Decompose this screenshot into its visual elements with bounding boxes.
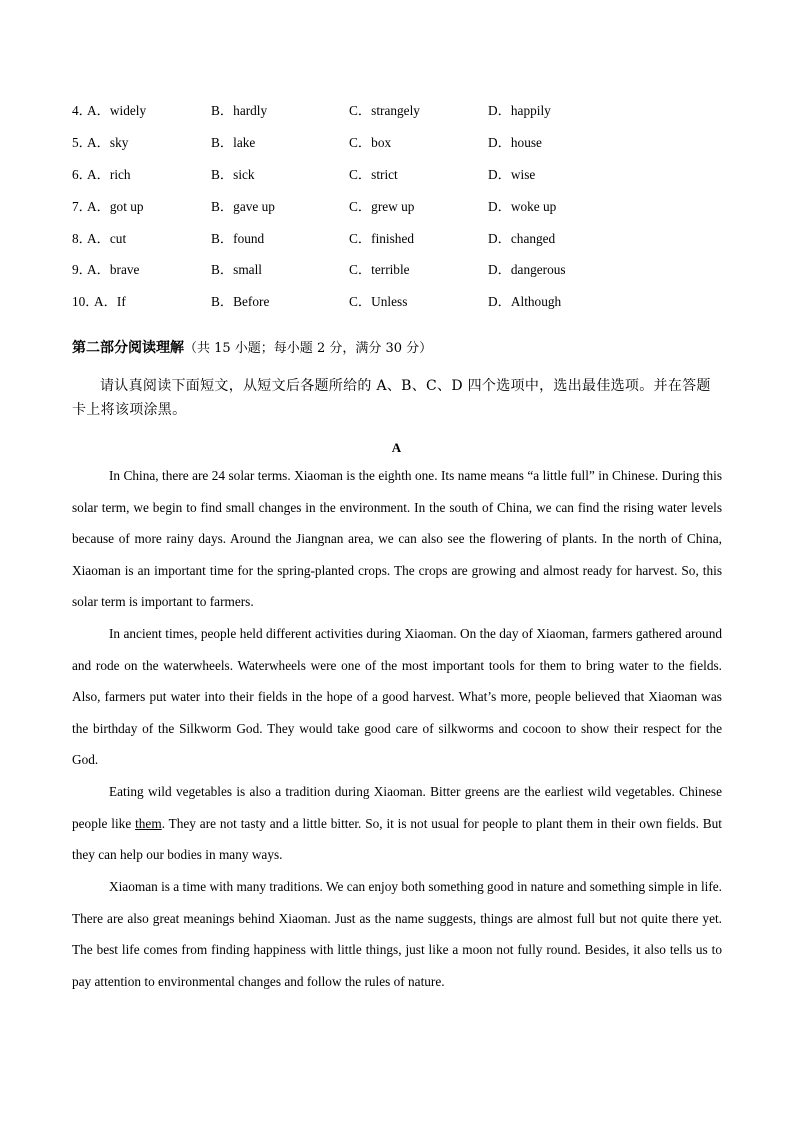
passage-paragraph-1: In China, there are 24 solar terms. Xiaoman is the eighth one. Its name means “a little full” in Chinese. During this solar term, we begin to find small changes in the environment. In the south of China, we can find the rising water levels because of more rainy days. Around the Jiangnan area, we can also see the flowering of plants. In the north of China, Xiaoman is an important time for the spring-planted crops. The crops are growing and almost ready for harvest. So, this solar term is important to farmers. (72, 468, 722, 610)
option-d: D．dangerous (488, 262, 566, 277)
option-c: C．strangely (349, 103, 420, 118)
option-d: D．wise (488, 167, 536, 182)
paragraph-text: Eating wild vegetables is also a tradition during Xiaoman. Bitter greens are the earliest wild vegetables. Chinese people like (72, 784, 722, 831)
section-title: 第二部分阅读理解 (72, 340, 184, 356)
question-number: 6． (72, 167, 92, 182)
option-b: B．Before (211, 294, 270, 309)
option-a: A．got up (87, 199, 144, 214)
option-d: D．house (488, 135, 542, 150)
option-d: D．changed (488, 231, 556, 246)
section-heading (72, 338, 432, 359)
section-note: （共 15 小题；每小题 2 分，满分 30 分） (184, 341, 433, 356)
option-d: D．woke up (488, 199, 557, 214)
question-number: 4． (72, 103, 92, 118)
option-a: A．cut (87, 231, 127, 246)
passage-letter: A (391, 440, 402, 455)
option-b: B．lake (211, 135, 256, 150)
paragraph-text: . They are not tasty and a little bitter. So, it is not usual for people to plant them in their own fields. But they can help our bodies in many ways. (72, 815, 722, 863)
option-c: C．grew up (349, 199, 415, 214)
question-number: 9． (72, 262, 92, 277)
option-c: C．Unless (349, 294, 408, 309)
option-d: D．Although (488, 294, 562, 309)
option-b: B．gave up (211, 199, 275, 214)
option-c: C．box (349, 135, 392, 150)
passage-paragraph-4: Xiaoman is a time with many traditions. We can enjoy both something good in nature and something simple in life. There are also great meanings behind Xiaoman. Just as the name suggests, things are almost full but not quite there yet. The best life comes from finding happiness with little things, just like a moon not fully round. Besides, it also tells us to pay attention to environmental changes and follow the rules of nature. (72, 879, 722, 989)
option-a: A．widely (87, 103, 147, 118)
option-a: A．brave (87, 262, 140, 277)
option-b: B．hardly (211, 103, 268, 118)
passage-paragraph-3 (72, 776, 722, 871)
option-a: A．If (94, 294, 126, 309)
underlined-word: them (135, 815, 162, 831)
passage-paragraph-2: In ancient times, people held different activities during Xiaoman. On the day of Xiaoman, farmers gathered around and rode on the waterwheels. Waterwheels were one of the most important tools for them to bring water to the fields. Also, farmers put water into their fields in the hope of a good harvest. What’s more, people believed that Xiaoman was the birthday of the Silkworm God. They would take good care of silkworms and cocoon to show their respect for the God. (72, 626, 722, 768)
option-b: B．found (211, 231, 265, 246)
question-number: 5． (72, 135, 92, 150)
option-c: C．strict (349, 167, 398, 182)
section-instruction: 请认真阅读下面短文，从短文后各题所给的 A、B、C、D 四个选项中，选出最佳选项。并在答题卡上将该项涂黑。 (72, 378, 711, 418)
option-a: A．sky (87, 135, 129, 150)
option-c: C．finished (349, 231, 415, 246)
option-b: B．sick (211, 167, 255, 182)
question-number: 7． (72, 199, 92, 214)
option-a: A．rich (87, 167, 131, 182)
option-c: C．terrible (349, 262, 410, 277)
question-number: 10． (72, 294, 99, 309)
question-number: 8． (72, 231, 92, 246)
option-b: B．small (211, 262, 262, 277)
option-d: D．happily (488, 103, 551, 118)
